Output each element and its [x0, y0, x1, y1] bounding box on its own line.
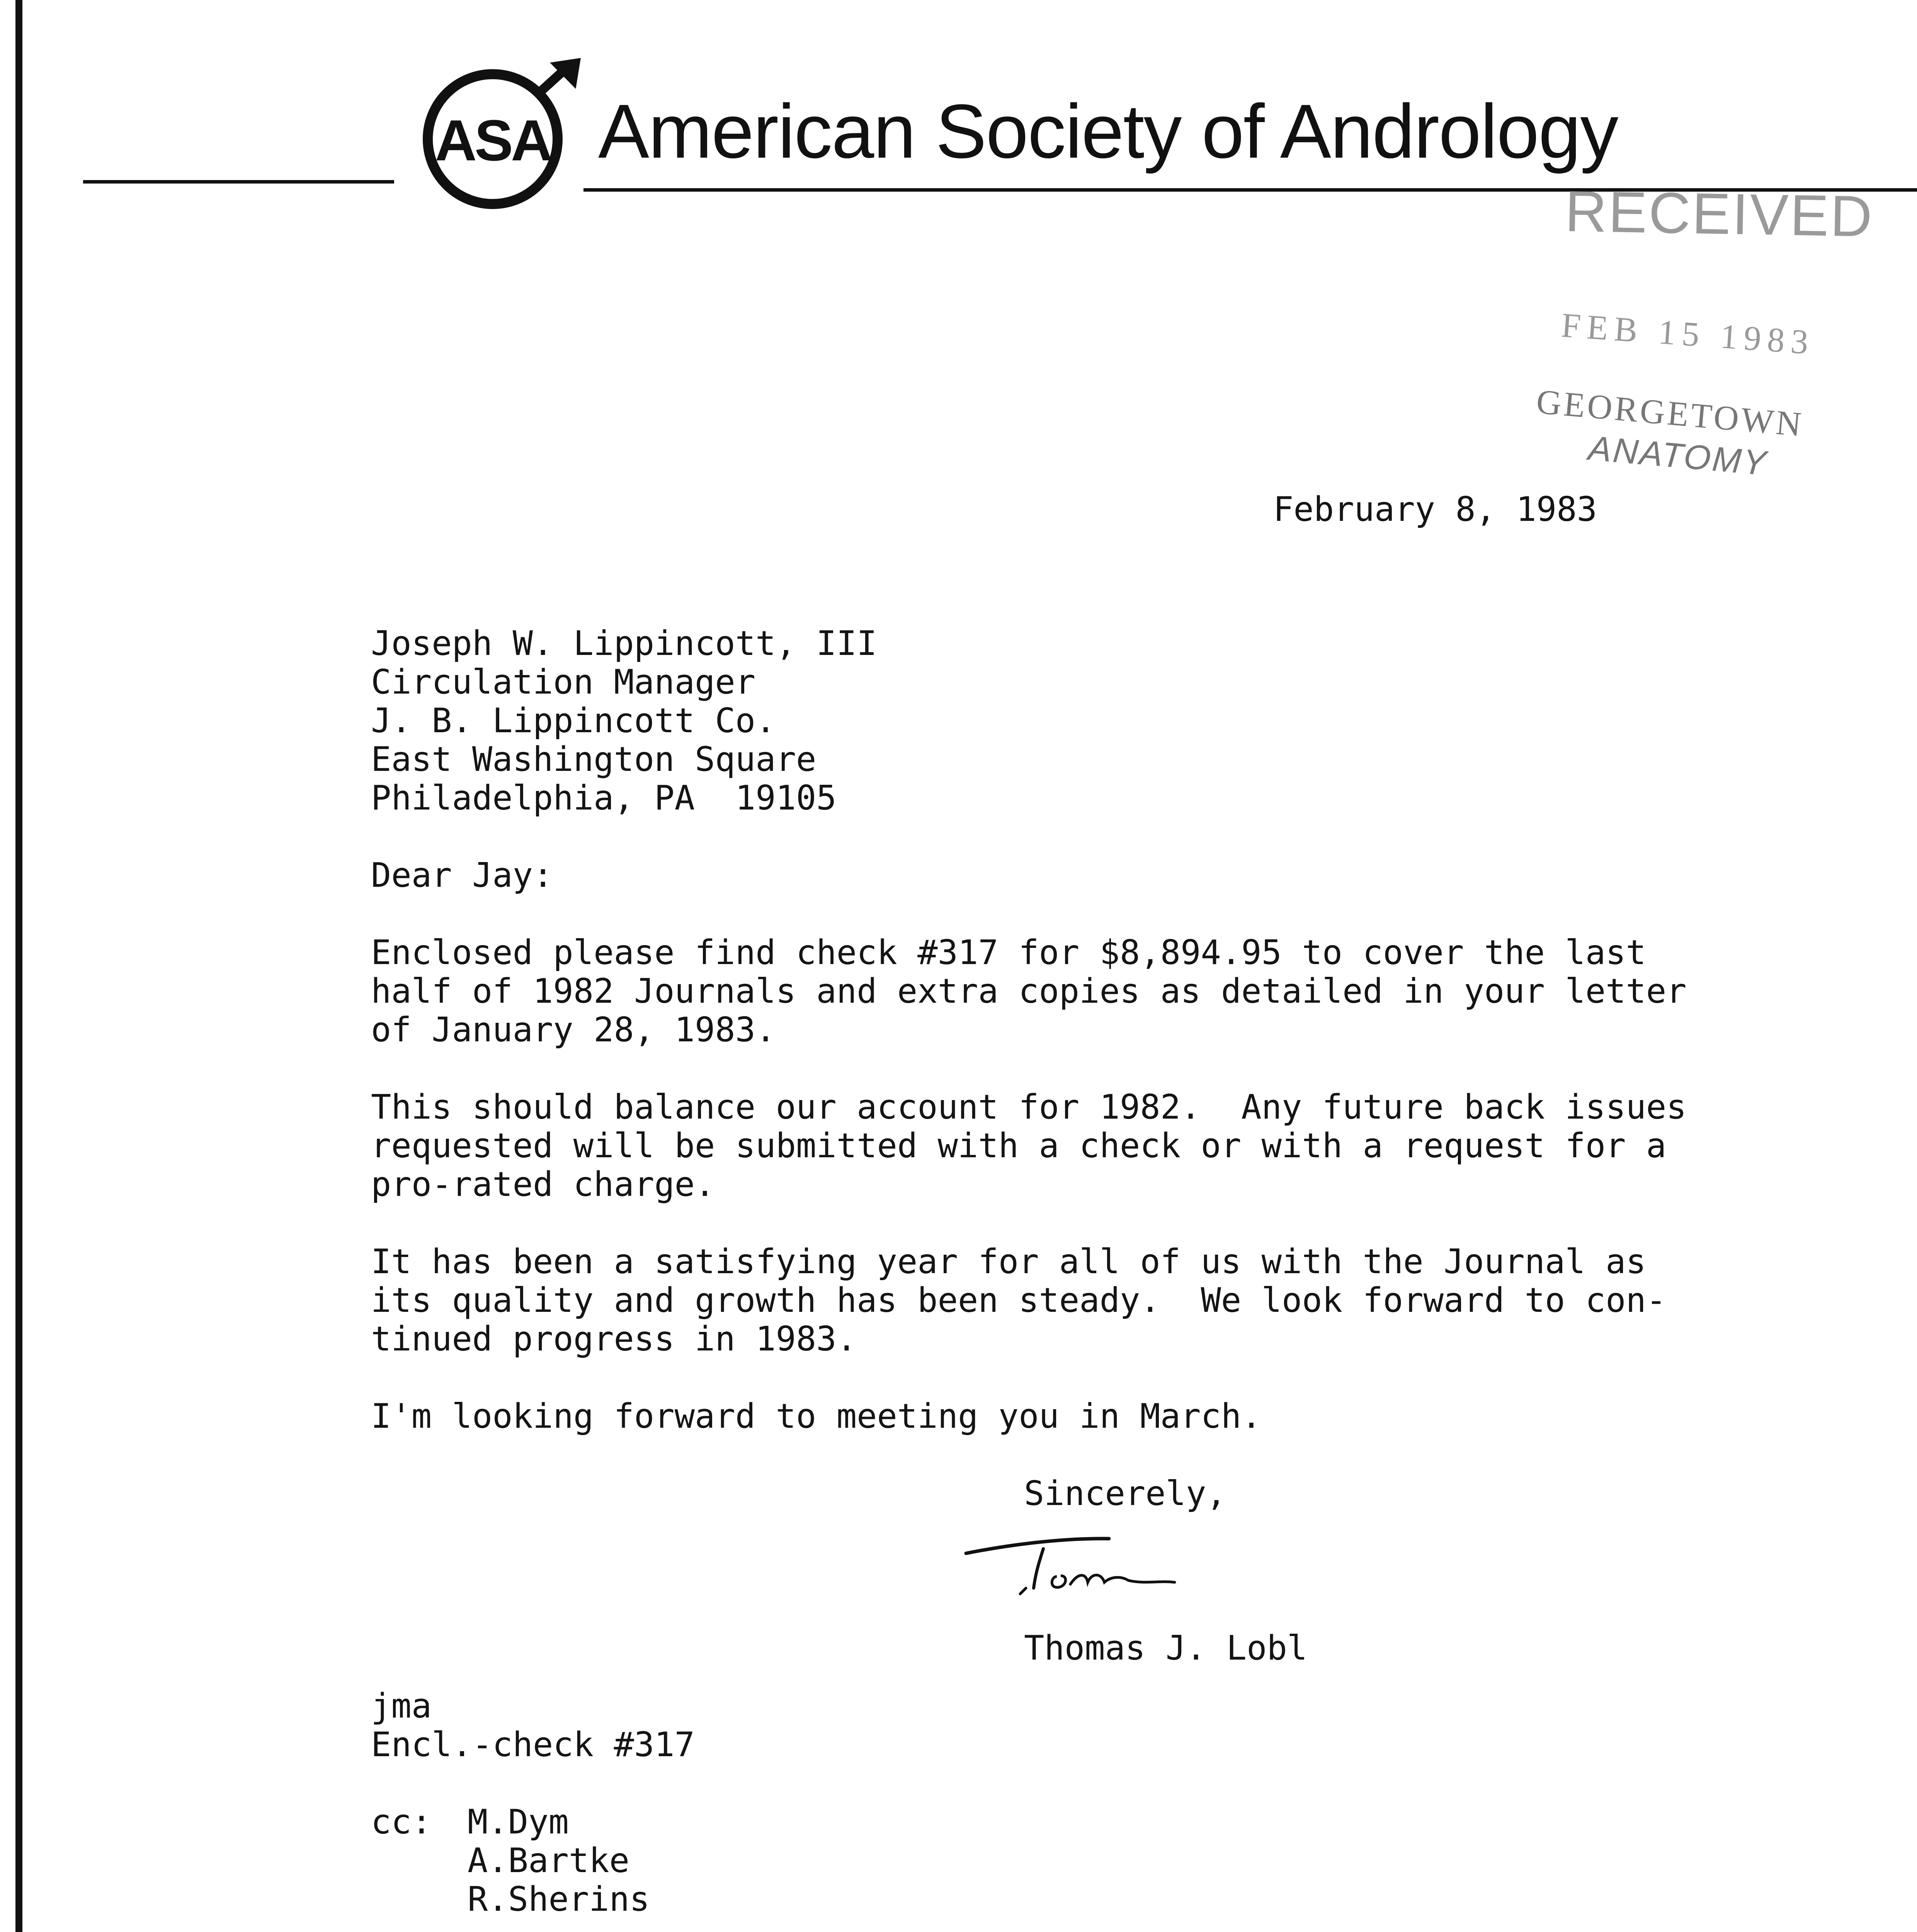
- body-line: requested will be submitted with a check or with a request for a: [371, 1126, 1667, 1165]
- body-line: This should balance our account for 1982. Any future back issues: [371, 1087, 1687, 1127]
- cc-recipient: R.Sherins: [468, 1879, 650, 1919]
- body-paragraph-1: [371, 933, 1687, 1049]
- page-left-edge-bar: [15, 0, 22, 1932]
- asa-logo-text: ASA: [435, 108, 551, 173]
- body-line: I'm looking forward to meeting you in March.: [371, 1396, 1262, 1436]
- salutation: Dear Jay:: [371, 855, 553, 895]
- letterhead-rule-left: [83, 180, 394, 184]
- body-line: tinued progress in 1983.: [371, 1319, 857, 1359]
- cc-recipient: A.Bartke: [468, 1841, 630, 1880]
- asa-logo: [419, 58, 589, 220]
- letter-date: February 8, 1983: [1273, 490, 1597, 529]
- body-line: pro-rated charge.: [371, 1165, 715, 1204]
- received-stamp: RECEIVED: [1564, 179, 1874, 249]
- recipient-title: Circulation Manager: [371, 662, 756, 702]
- asa-logo-icon: [419, 58, 589, 220]
- body-line: its quality and growth has been steady. We look forward to con-: [371, 1281, 1667, 1320]
- handwritten-signature: [958, 1530, 1198, 1607]
- body-line: Enclosed please find check #317 for $8,894.95 to cover the last: [371, 933, 1646, 972]
- body-paragraph-2: [371, 1088, 1687, 1204]
- recipient-address-block: [371, 624, 877, 817]
- recipient-city: Philadelphia, PA 19105: [371, 778, 837, 818]
- body-paragraph-4: [371, 1397, 1262, 1435]
- closing: Sincerely,: [1024, 1474, 1226, 1513]
- signature-scribble-icon: [958, 1530, 1198, 1607]
- received-stamp-department: GEORGETOWN: [1535, 382, 1805, 444]
- cc-recipient: M.Dym: [468, 1802, 569, 1842]
- cc-label: cc:: [371, 1802, 432, 1842]
- enclosure-line: Encl.-check #317: [371, 1725, 695, 1764]
- organization-name: American Society of Andrology: [598, 88, 1618, 174]
- typist-initials: jma: [371, 1686, 432, 1726]
- recipient-street: East Washington Square: [371, 740, 816, 779]
- received-stamp-date: FEB 15 1983: [1560, 306, 1816, 362]
- recipient-company: J. B. Lippincott Co.: [371, 701, 776, 740]
- signer-name: Thomas J. Lobl: [1024, 1628, 1308, 1668]
- body-line: It has been a satisfying year for all of us with the Journal as: [371, 1242, 1646, 1281]
- body-paragraph-3: [371, 1242, 1666, 1358]
- recipient-name: Joseph W. Lippincott, III: [371, 624, 877, 663]
- body-line: of January 28, 1983.: [371, 1010, 776, 1049]
- body-line: half of 1982 Journals and extra copies as detailed in your letter: [371, 971, 1687, 1011]
- cc-list: [468, 1803, 650, 1918]
- received-stamp-subdepartment: ANATOMY: [1587, 429, 1769, 483]
